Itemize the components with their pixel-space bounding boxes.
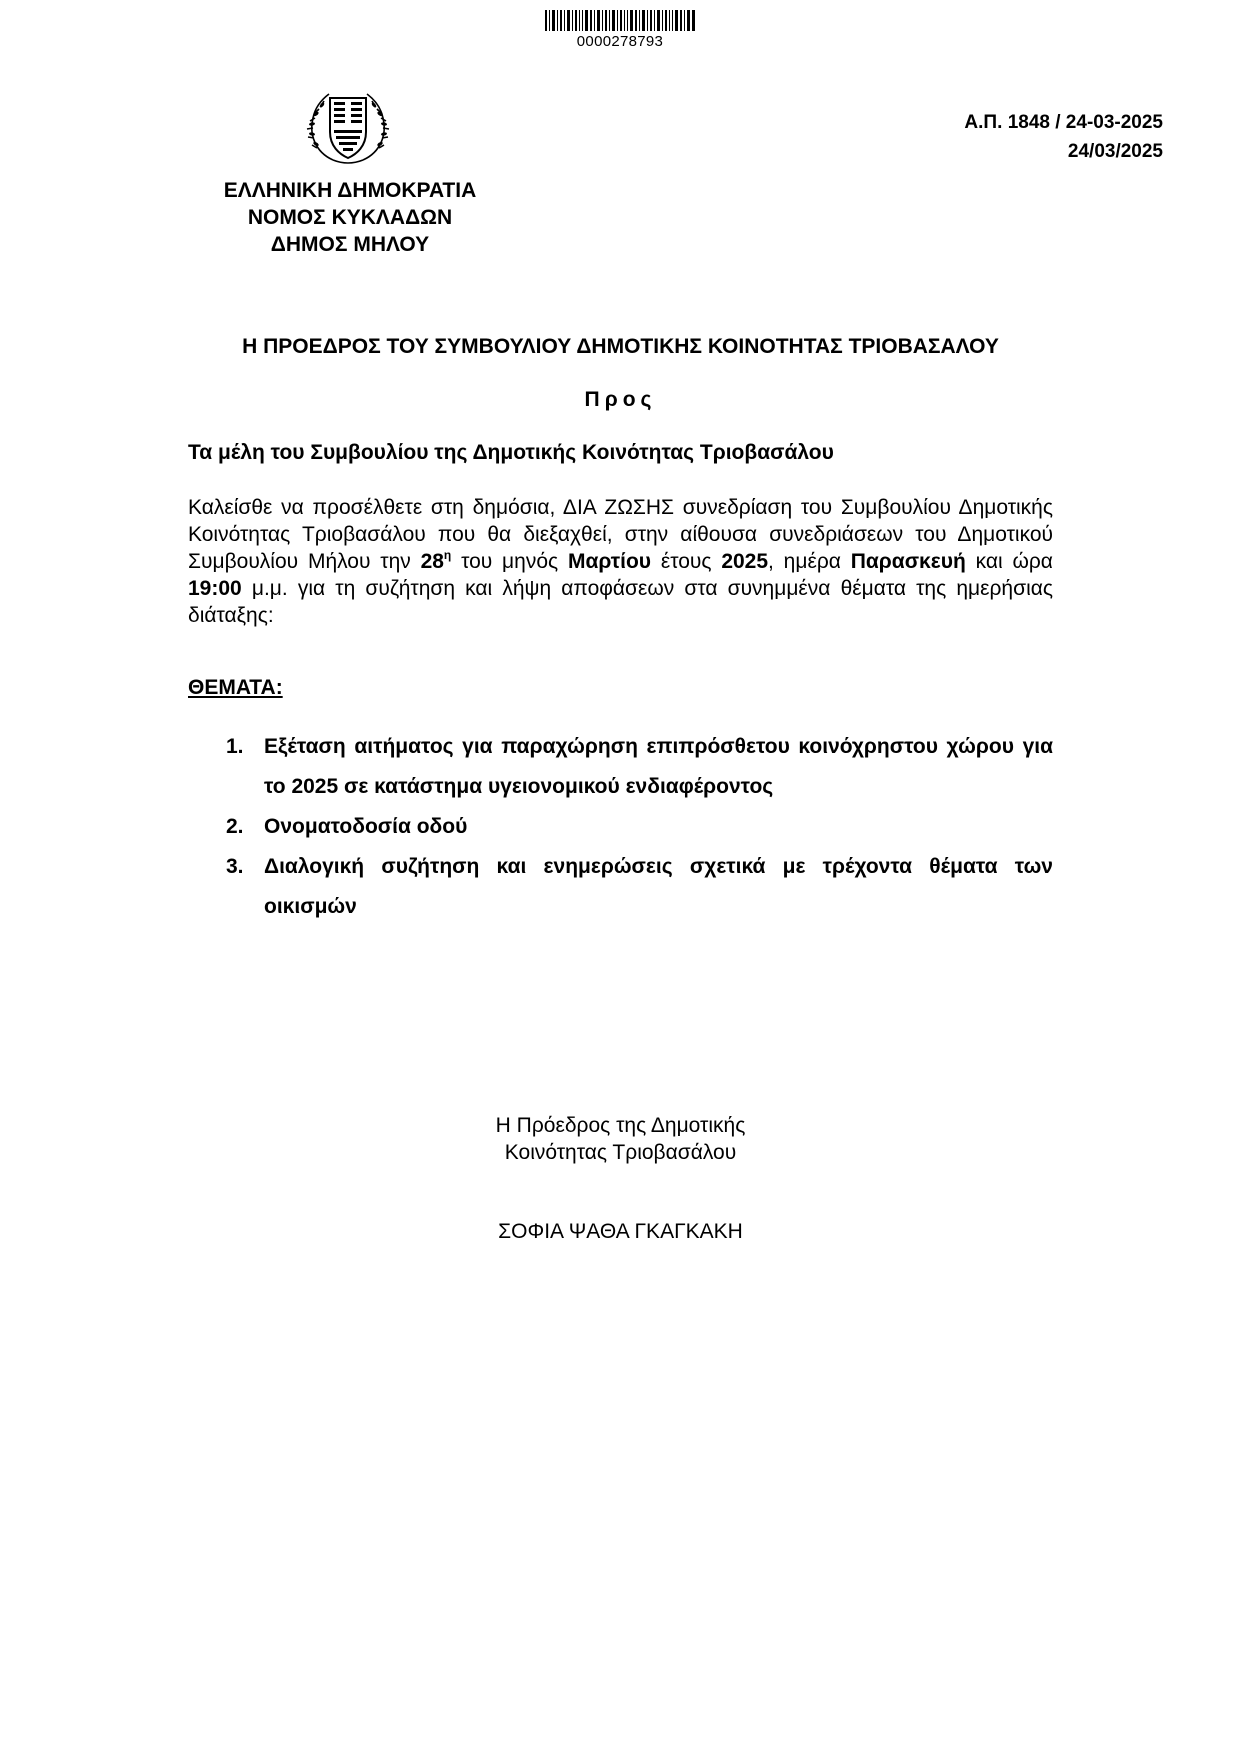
list-item [218, 727, 1053, 807]
meeting-year: 2025 [721, 550, 769, 573]
list-item-number: 3. [226, 855, 244, 878]
org-line-municipality: ΔΗΜΟΣ ΜΗΛΟΥ [270, 233, 430, 256]
to-label: Προς [584, 388, 657, 411]
document-title: Η ΠΡΟΕΔΡΟΣ ΤΟΥ ΣΥΜΒΟΥΛΙΟΥ ΔΗΜΟΤΙΚΗΣ ΚΟΙΝΟΤΗΤΑΣ ΤΡΙΟΒΑΣΑΛΟΥ [242, 335, 999, 358]
document-date: 24/03/2025 [1067, 141, 1163, 162]
themes-list [218, 727, 1053, 927]
signature-block [0, 1112, 1241, 1166]
org-line-country: ΕΛΛΗΝΙΚΗ ΔΗΜΟΚΡΑΤΙΑ [223, 179, 477, 202]
list-item [218, 847, 1053, 927]
themes-heading: ΘΕΜΑΤΑ: [188, 676, 283, 699]
organization-header [195, 177, 505, 258]
protocol-number: Α.Π. 1848 / 24-03-2025 [964, 112, 1163, 133]
barcode [545, 10, 695, 31]
list-item-number: 2. [226, 815, 244, 838]
list-item-text: Διαλογική συζήτηση και ενημερώσεις σχετικά με τρέχοντα θέματα των οικισμών [264, 855, 1053, 918]
list-item-number: 1. [226, 735, 244, 758]
list-item [218, 807, 1053, 847]
invitation-paragraph: Καλείσθε να προσέλθετε στη δημόσια, ΔΙΑ ΖΩΣΗΣ συνεδρίαση του Συμβουλίου Δημοτικής Κοινότητας Τριοβασάλου που θα διεξαχθεί, στην αίθουσα συνεδριάσεων του Δημοτικού Συμβουλίου Μήλου την $28^\eta$ του μηνός Μαρτίου έτους 2025, ημέρα Παρασκευή και ώρα 19:00 μ.μ. για τη συζήτηση και λήψη αποφάσεων στα συνημμένα θέματα της ημερήσιας διάταξης: [188, 496, 1053, 627]
coat-of-arms-emblem [305, 88, 391, 166]
org-line-prefecture: ΝΟΜΟΣ ΚΥΚΛΑΔΩΝ [247, 206, 453, 229]
recipients: Τα μέλη του Συμβουλίου της Δημοτικής Κοινότητας Τριοβασάλου [188, 441, 834, 464]
meeting-weekday: Παρασκευή [850, 550, 966, 573]
reference-block [964, 108, 1163, 166]
list-item-text: Ονοματοδοσία οδού [264, 815, 468, 838]
barcode-number: 0000278793 [576, 33, 664, 50]
meeting-month: Μαρτίου [567, 550, 652, 573]
signer-role-line1: Η Πρόεδρος της Δημοτικής [495, 1114, 746, 1137]
list-item-text: Εξέταση αιτήματος για παραχώρηση επιπρόσθετου κοινόχρηστου χώρου για το 2025 σε κατάστημα υγειονομικού ενδιαφέροντος [264, 735, 1053, 798]
meeting-time: 19:00 [188, 577, 242, 600]
day-suffix: η [443, 548, 452, 562]
meeting-day: 28 [420, 550, 444, 573]
signer-role-line2: Κοινότητας Τριοβασάλου [504, 1141, 737, 1164]
signer-name: ΣΟΦΙΑ ΨΑΘΑ ΓΚΑΓΚΑΚΗ [498, 1220, 743, 1243]
